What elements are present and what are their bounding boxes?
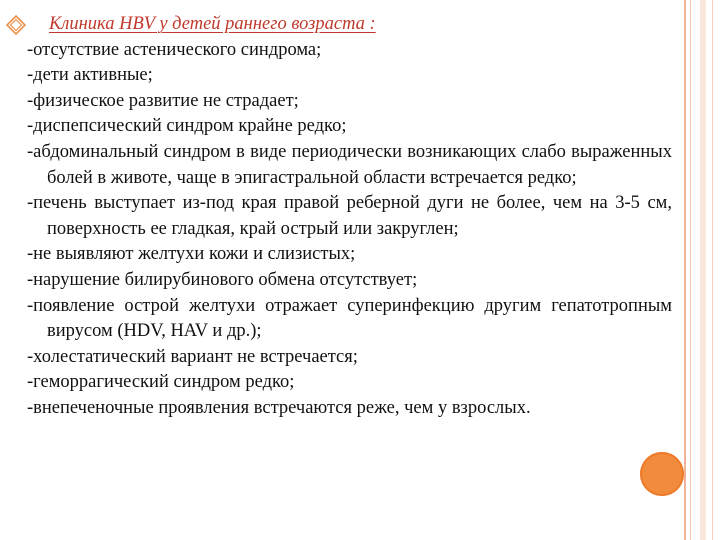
diamond-bullet-icon <box>6 15 26 35</box>
slide-title <box>0 12 672 38</box>
slide-body <box>27 12 672 422</box>
title-text: Клиника HBV у детей раннего возраста : <box>49 14 376 34</box>
list-item: -физическое развитие не страдает; <box>27 90 299 111</box>
decorative-line <box>684 0 686 540</box>
list-item: -появление острой желтухи отражает суперинфекцию другим гепатотропным вирусом (HDV, HAV и др.); <box>27 295 672 342</box>
list-item: -печень выступает из-под края правой реберной дуги не более, чем на 3-5 см, поверхность ее гладкая, край острый или закруглен; <box>27 193 672 239</box>
decorative-circle <box>640 452 684 496</box>
list-item: -абдоминальный синдром в виде периодически возникающих слабо выраженных болей в животе, чаще в эпигастральной области встречается редко; <box>27 141 672 188</box>
decorative-line <box>712 0 713 540</box>
decorative-line <box>700 0 706 540</box>
list-item: -внепеченочные проявления встречаются реже, чем у взрослых. <box>27 397 531 418</box>
decorative-line <box>690 0 691 540</box>
list-item: -отсутствие астенического синдрома; <box>27 39 322 60</box>
list-item: -дети активные; <box>27 65 153 86</box>
list-item: -не выявляют желтухи кожи и слизистых; <box>27 244 356 265</box>
list-item: -диспепсический синдром крайне редко; <box>27 116 347 137</box>
list-item: -геморрагический синдром редко; <box>27 372 295 393</box>
list-item: -нарушение билирубинового обмена отсутствует; <box>27 269 418 290</box>
list-item: -холестатический вариант не встречается; <box>27 346 358 367</box>
